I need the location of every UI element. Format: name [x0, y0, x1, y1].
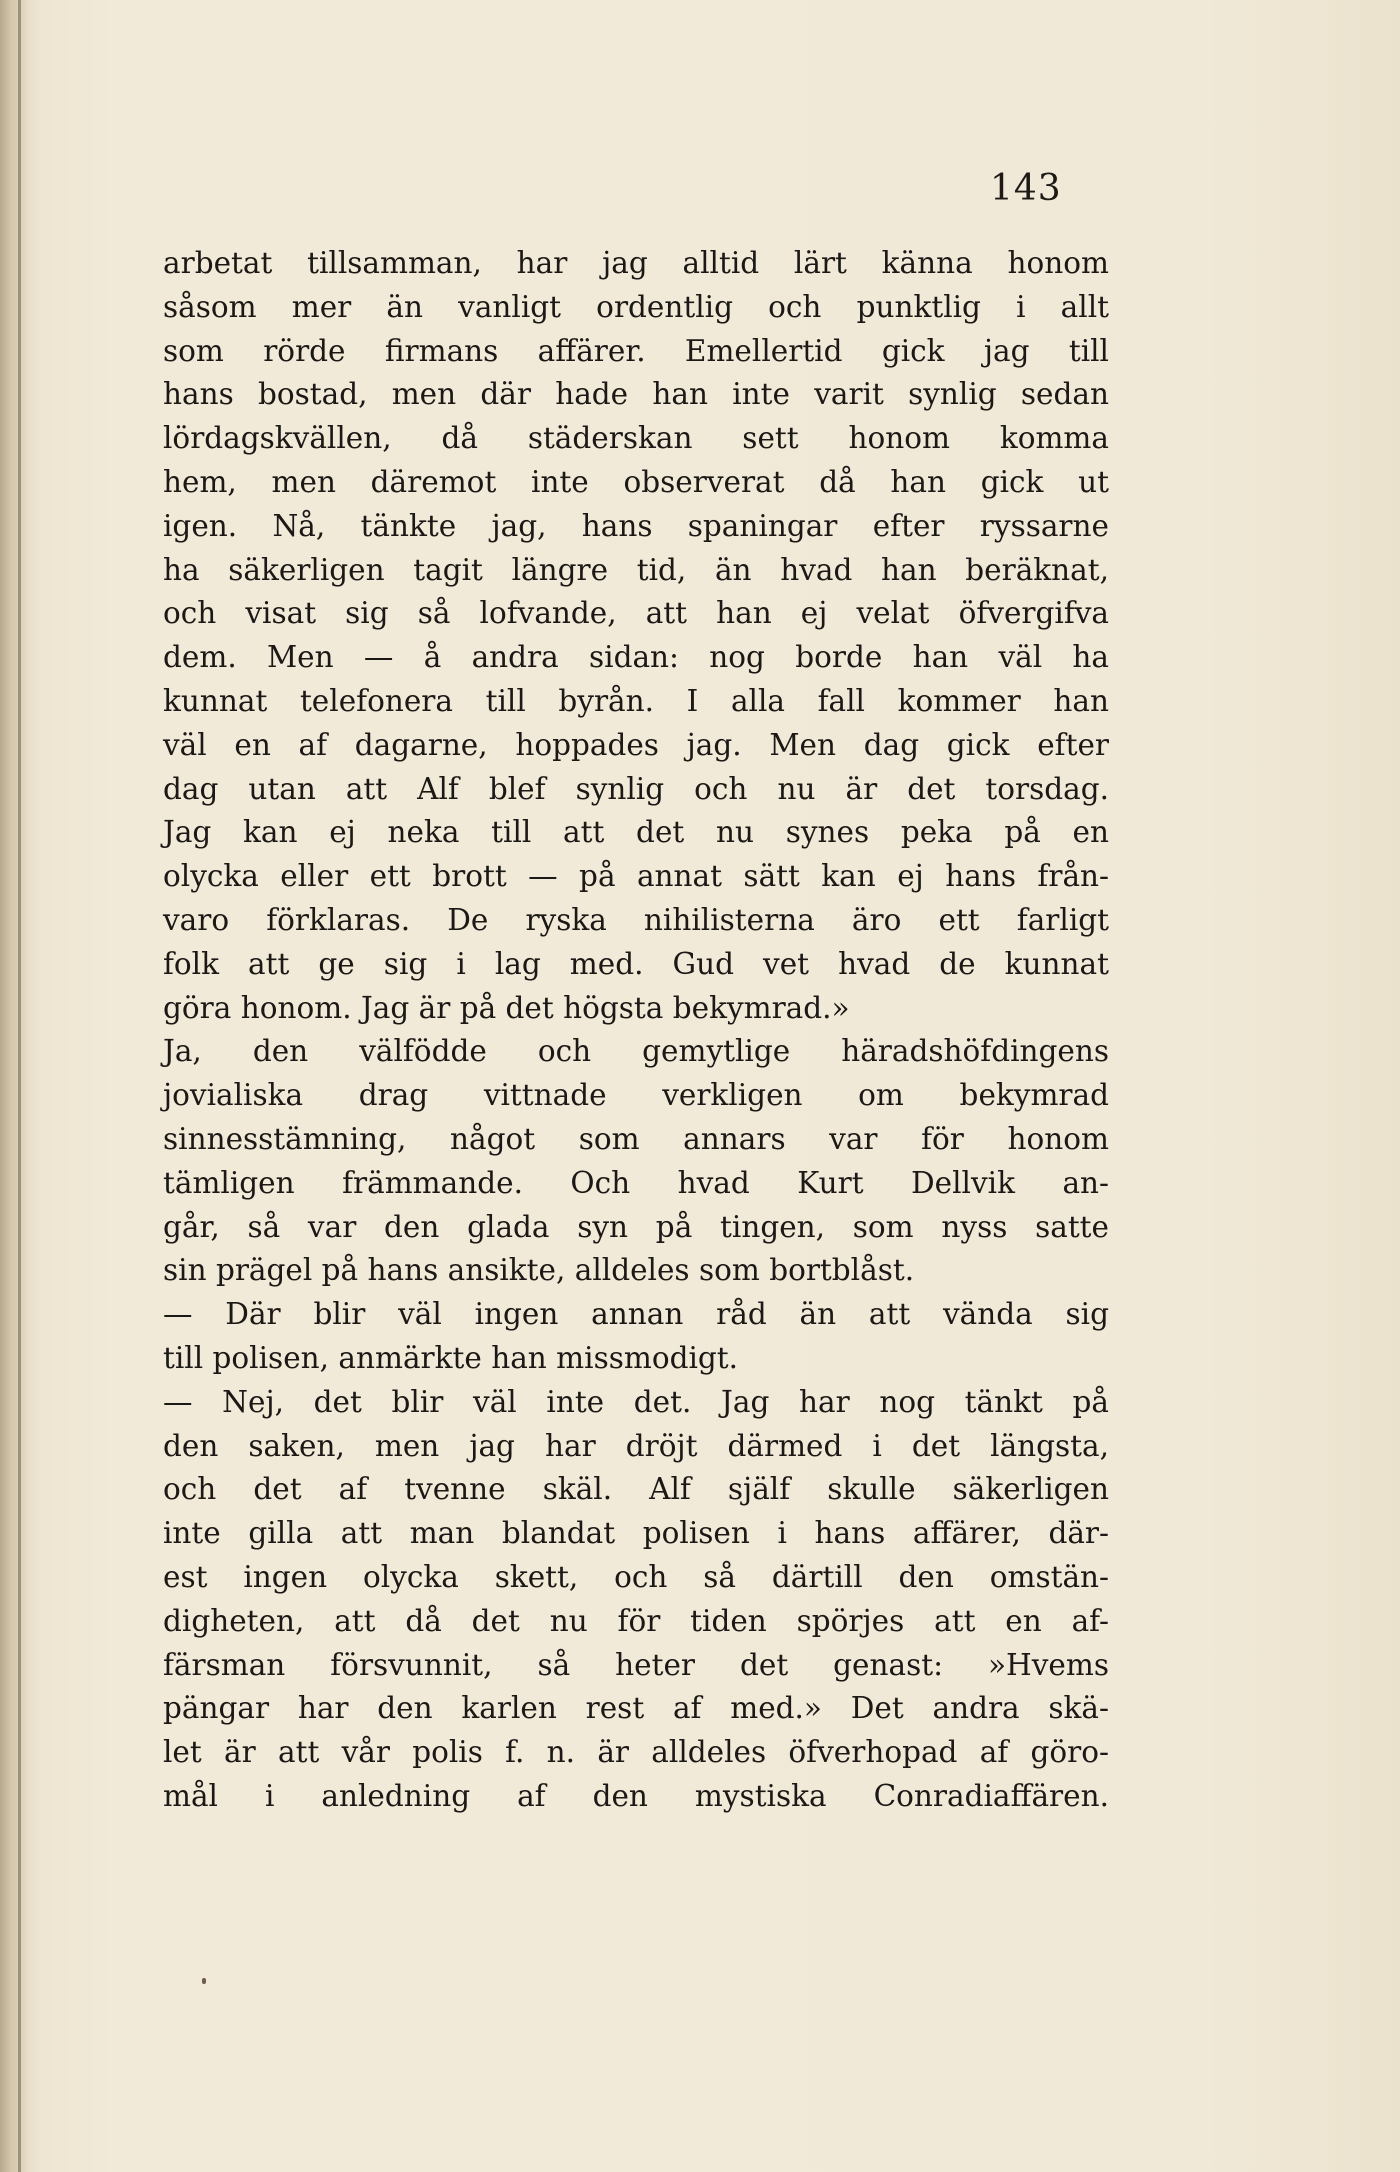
body-text	[163, 242, 1109, 1819]
text-line: färsman försvunnit, så heter det genast: »Hvems	[163, 1647, 1109, 1682]
text-line: dem. Men — å andra sidan: nog borde han väl ha	[163, 640, 1109, 675]
text-line: mål i anledning af den mystiska Conradiaffären.	[163, 1778, 1109, 1813]
text-line: varo förklaras. De ryska nihilisterna äro ett farligt	[163, 902, 1109, 937]
text-line: let är att vår polis f. n. är alldeles öfverhopad af göro-	[163, 1735, 1109, 1770]
text-line: och visat sig så lofvande, att han ej velat öfvergifva	[163, 596, 1109, 631]
text-line: den saken, men jag har dröjt därmed i det längsta,	[163, 1428, 1109, 1463]
text-line: inte gilla att man blandat polisen i hans affärer, där-	[163, 1516, 1109, 1551]
text-line: pängar har den karlen rest af med.» Det andra skä-	[163, 1691, 1109, 1726]
text-line: sin prägel på hans ansikte, alldeles som bortblåst.	[163, 1253, 915, 1288]
text-line: tämligen främmande. Och hvad Kurt Dellvik an-	[163, 1165, 1109, 1200]
text-line: såsom mer än vanligt ordentlig och punktlig i allt	[163, 289, 1109, 324]
text-line: folk att ge sig i lag med. Gud vet hvad de kunnat	[163, 946, 1109, 981]
text-line: väl en af dagarne, hoppades jag. Men dag gick efter	[163, 727, 1109, 762]
text-line: — Där blir väl ingen annan råd än att vända sig	[163, 1297, 1109, 1332]
text-line: till polisen, anmärkte han missmodigt.	[163, 1340, 739, 1375]
text-line: hans bostad, men där hade han inte varit synlig sedan	[163, 377, 1109, 412]
text-line: ha säkerligen tagit längre tid, än hvad han beräknat,	[163, 552, 1109, 587]
text-line: lördagskvällen, då städerskan sett honom komma	[163, 421, 1109, 456]
text-line: Ja, den välfödde och gemytlige häradshöfdingens	[163, 1034, 1109, 1069]
text-line: och det af tvenne skäl. Alf själf skulle säkerligen	[163, 1472, 1109, 1507]
binding-edge	[18, 0, 21, 2172]
text-line: sinnesstämning, något som annars var för honom	[163, 1121, 1109, 1156]
text-line: est ingen olycka skett, och så därtill den omstän-	[163, 1559, 1109, 1594]
page-number: 143	[990, 168, 1062, 209]
text-line: göra honom. Jag är på det högsta bekymrad.»	[163, 990, 850, 1025]
text-line: — Nej, det blir väl inte det. Jag har nog tänkt på	[163, 1384, 1109, 1419]
gutter-shadow	[0, 0, 28, 2172]
text-line: digheten, att då det nu för tiden spörjes att en af-	[163, 1603, 1109, 1638]
text-line: Jag kan ej neka till att det nu synes peka på en	[163, 815, 1109, 850]
text-line: jovialiska drag vittnade verkligen om bekymrad	[163, 1078, 1109, 1113]
text-line: kunnat telefonera till byrån. I alla fall kommer han	[163, 683, 1109, 718]
text-line: arbetat tillsamman, har jag alltid lärt känna honom	[163, 246, 1109, 280]
text-line: igen. Nå, tänkte jag, hans spaningar efter ryssarne	[163, 508, 1109, 543]
text-line: dag utan att Alf blef synlig och nu är det torsdag.	[163, 771, 1109, 806]
text-line: går, så var den glada syn på tingen, som nyss satte	[163, 1209, 1109, 1244]
text-line: olycka eller ett brott — på annat sätt kan ej hans från-	[163, 859, 1109, 894]
ink-speck	[202, 1978, 206, 1984]
text-line: hem, men däremot inte observerat då han gick ut	[163, 464, 1109, 499]
text-line: som rörde firmans affärer. Emellertid gick jag till	[163, 333, 1109, 368]
